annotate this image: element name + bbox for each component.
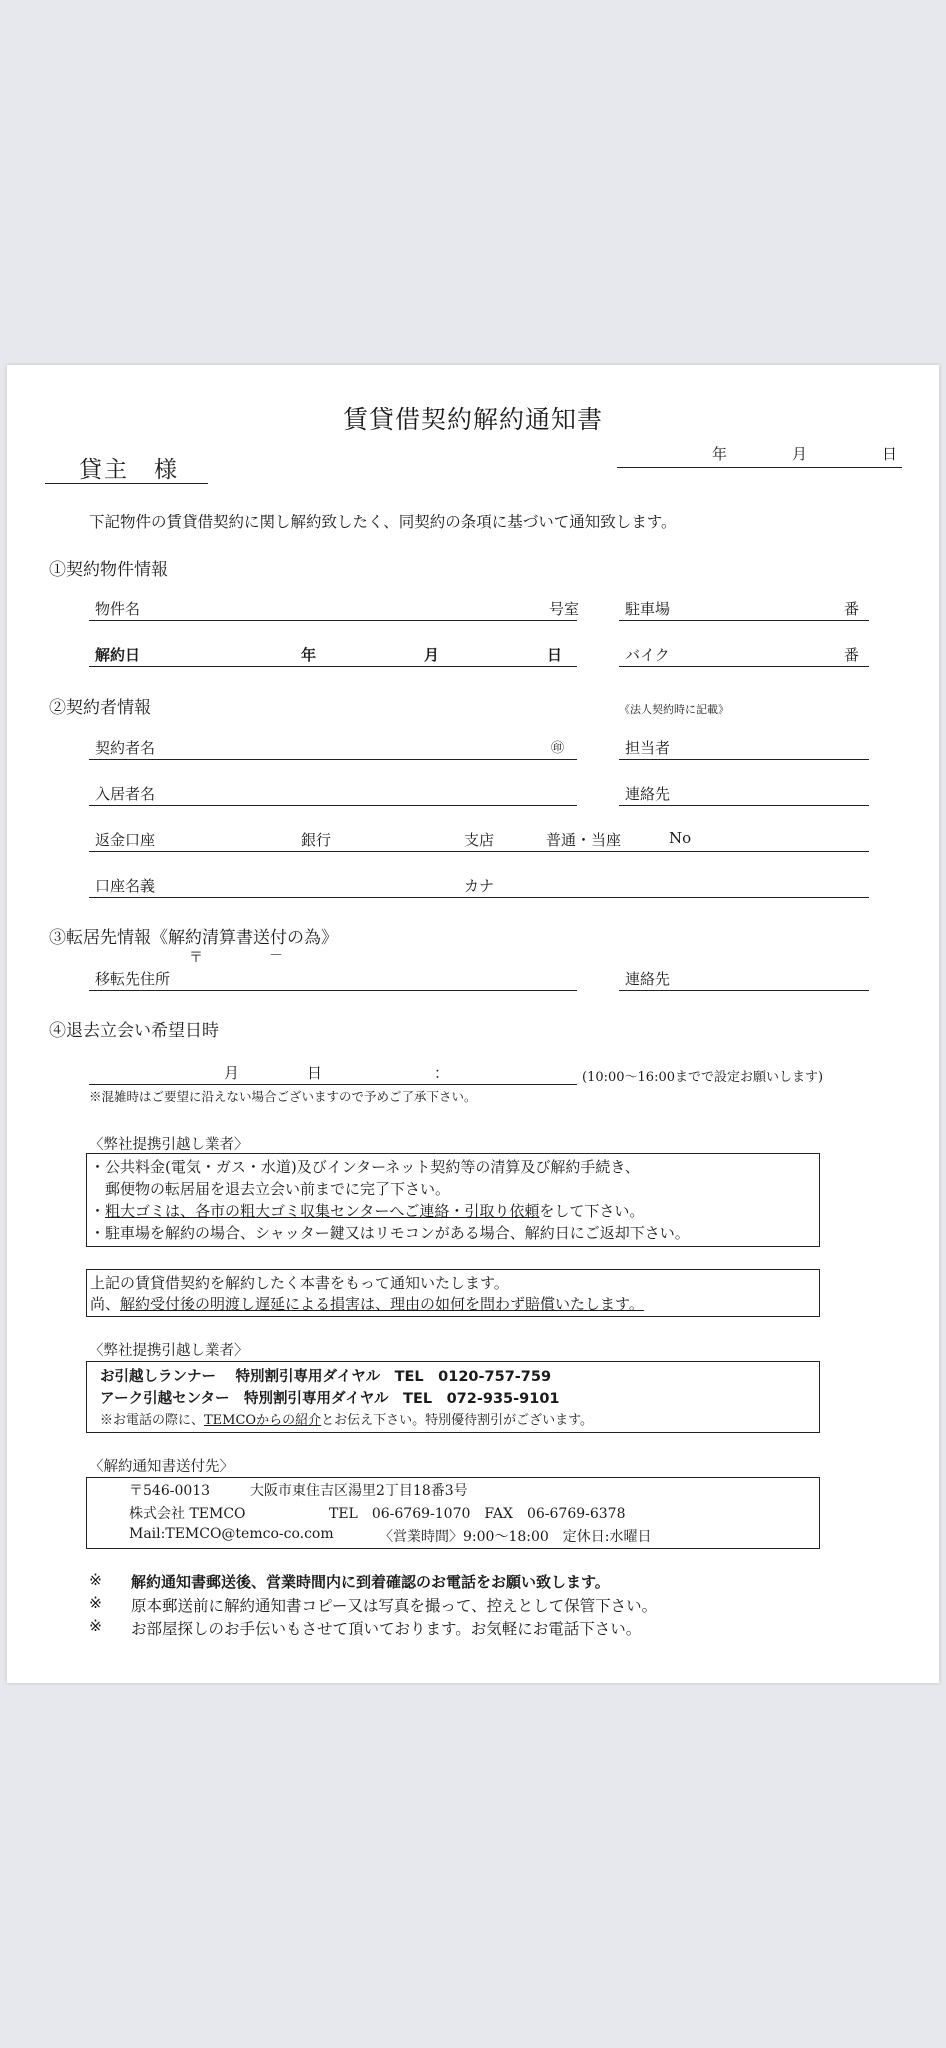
cancel-date-field[interactable] bbox=[89, 644, 577, 667]
declaration-prefix: 尚、 bbox=[90, 1295, 121, 1313]
account-no-label: No bbox=[669, 829, 692, 847]
checklist-bullet: ・ bbox=[90, 1202, 106, 1220]
mover-runner: お引越しランナー 特別割引専用ダイヤル TEL 0120-757-759 bbox=[100, 1369, 552, 1385]
account-name-field[interactable] bbox=[89, 875, 869, 898]
new-contact-field[interactable] bbox=[619, 968, 869, 991]
bulky-waste-text: 粗大ゴミは、各市の粗大ゴミ収集センターへご連絡・引取り依頼 bbox=[105, 1202, 540, 1220]
landlord-field[interactable] bbox=[45, 451, 208, 484]
mover-note-suffix: とお伝え下さい。特別優待割引がございます。 bbox=[321, 1413, 594, 1428]
seal-mark: ㊞ bbox=[551, 741, 565, 756]
account-type-label: 普通・当座 bbox=[546, 831, 622, 849]
temco-referral: TEMCOからの紹介 bbox=[204, 1413, 322, 1428]
mover-note bbox=[100, 1409, 593, 1428]
cancel-date-label: 解約日 bbox=[95, 646, 141, 664]
send-to-mail[interactable]: Mail:TEMCO@temco-co.com bbox=[129, 1526, 334, 1542]
contact-label: 連絡先 bbox=[625, 785, 671, 803]
parking-field[interactable] bbox=[619, 598, 869, 621]
crowding-note: ※混雑時はご要望に沿えない場合ございますので予めご了承下さい。 bbox=[89, 1089, 477, 1104]
movers-box bbox=[86, 1361, 820, 1433]
walkthrough-month-label: 月 bbox=[224, 1064, 240, 1082]
footer-line-1: 解約通知書郵送後、営業時間内に到着確認のお電話をお願い致します。 bbox=[131, 1573, 610, 1591]
intro-text: 下記物件の賃貸借契約に関し解約致したく、同契約の条項に基づいて通知致します。 bbox=[89, 513, 677, 531]
kana-label: カナ bbox=[464, 877, 495, 895]
refund-account-field[interactable] bbox=[89, 829, 869, 852]
date-month-label: 月 bbox=[792, 445, 808, 463]
send-to-hours: 〈営業時間〉9:00～18:00 定休日:水曜日 bbox=[379, 1529, 652, 1545]
date-day-label: 日 bbox=[882, 445, 898, 463]
mover-ark: アーク引越センター 特別割引専用ダイヤル TEL 072-935-9101 bbox=[100, 1391, 560, 1407]
person-in-charge-label: 担当者 bbox=[625, 739, 671, 757]
bulky-waste-suffix: をして下さい。 bbox=[539, 1202, 645, 1220]
footer-line-2: 原本郵送前に解約通知書コピー又は写真を撮って、控えとして保管下さい。 bbox=[131, 1597, 658, 1615]
send-to-address: 大阪市東住吉区湯里2丁目18番3号 bbox=[250, 1483, 468, 1499]
cancel-month-label: 月 bbox=[424, 646, 440, 664]
bank-label: 銀行 bbox=[301, 831, 332, 849]
date-year-label: 年 bbox=[712, 445, 728, 463]
property-name-field[interactable] bbox=[89, 598, 580, 621]
checklist-line-1: ・公共料金(電気・ガス・水道)及びインターネット契約等の清算及び解約手続き、 bbox=[90, 1158, 640, 1176]
postal-dash: － bbox=[269, 948, 283, 964]
section-1-heading: ①契約物件情報 bbox=[49, 560, 168, 580]
damages-clause: 解約受付後の明渡し遅延による損害は、理由の如何を問わず賠償いたします。 bbox=[120, 1295, 644, 1313]
checklist-line-2: 郵便物の転居届を退去立会い前までに完了下さい。 bbox=[90, 1180, 451, 1198]
bike-field[interactable] bbox=[619, 644, 869, 667]
new-address-label: 移転先住所 bbox=[95, 970, 171, 988]
send-to-company: 株式会社 TEMCO bbox=[129, 1506, 246, 1522]
footer-mark-1: ※ bbox=[89, 1571, 102, 1589]
postal-mark: 〒 bbox=[189, 950, 203, 966]
contractor-label: 契約者名 bbox=[95, 739, 156, 757]
branch-label: 支店 bbox=[464, 831, 495, 849]
declaration-line-2 bbox=[90, 1293, 644, 1314]
resident-label: 入居者名 bbox=[95, 785, 156, 803]
declaration-line-1: 上記の賃貸借契約を解約したく本書をもって通知いたします。 bbox=[90, 1274, 509, 1292]
notice-document bbox=[7, 365, 939, 1683]
mover-note-prefix: ※お電話の際に、 bbox=[100, 1413, 205, 1428]
new-address-field[interactable] bbox=[89, 968, 577, 991]
walkthrough-day-label: 日 bbox=[307, 1064, 323, 1082]
bike-label: バイク bbox=[625, 646, 670, 664]
section-4-heading: ④退去立会い希望日時 bbox=[49, 1021, 219, 1041]
cancel-day-label: 日 bbox=[547, 646, 563, 664]
send-to-box bbox=[86, 1477, 820, 1549]
cancel-year-label: 年 bbox=[301, 646, 317, 664]
section-3-heading: ③転居先情報《解約清算書送付の為》 bbox=[49, 928, 338, 948]
parking-label: 駐車場 bbox=[625, 600, 671, 618]
box3-label: 〈弊社提携引越し業者〉 bbox=[89, 1343, 249, 1359]
resident-field[interactable] bbox=[89, 783, 577, 806]
bike-ban-label: 番 bbox=[844, 646, 860, 664]
corporate-note: 《法人契約時に記載》 bbox=[619, 703, 729, 716]
room-label: 号室 bbox=[549, 600, 580, 618]
checklist-line-4: ・駐車場を解約の場合、シャッター鍵又はリモコンがある場合、解約日にご返却下さい。 bbox=[90, 1224, 690, 1242]
document-title: 賃貸借契約解約通知書 bbox=[342, 405, 603, 434]
moving-checklist-box bbox=[86, 1153, 820, 1247]
send-to-tel-fax: TEL 06-6769-1070 FAX 06-6769-6378 bbox=[329, 1506, 626, 1522]
landlord-label: 貸主 様 bbox=[79, 457, 179, 483]
notice-declaration-box bbox=[86, 1269, 820, 1317]
date-field[interactable] bbox=[617, 443, 902, 468]
section-2-heading: ②契約者情報 bbox=[49, 698, 151, 718]
footer-mark-3: ※ bbox=[89, 1617, 102, 1635]
refund-account-label: 返金口座 bbox=[95, 831, 156, 849]
parking-ban-label: 番 bbox=[844, 600, 860, 618]
footer-mark-2: ※ bbox=[89, 1594, 102, 1612]
box1-label: 〈弊社提携引越し業者〉 bbox=[89, 1137, 249, 1153]
contractor-field[interactable] bbox=[89, 737, 577, 760]
checklist-line-3 bbox=[90, 1200, 644, 1221]
walkthrough-colon: ： bbox=[434, 1064, 450, 1082]
property-name-label: 物件名 bbox=[95, 600, 141, 618]
walkthrough-datetime-field[interactable] bbox=[89, 1062, 577, 1085]
person-in-charge-field[interactable] bbox=[619, 737, 869, 760]
box4-label: 〈解約通知書送付先〉 bbox=[89, 1459, 234, 1475]
send-to-postal: 〒546-0013 bbox=[129, 1483, 211, 1499]
new-contact-label: 連絡先 bbox=[625, 970, 671, 988]
account-name-label: 口座名義 bbox=[95, 877, 156, 895]
time-range-note: (10:00～16:00までで設定お願いします) bbox=[582, 1070, 824, 1085]
footer-line-3: お部屋探しのお手伝いもさせて頂いております。お気軽にお電話下さい。 bbox=[131, 1620, 642, 1638]
contact-field[interactable] bbox=[619, 783, 869, 806]
